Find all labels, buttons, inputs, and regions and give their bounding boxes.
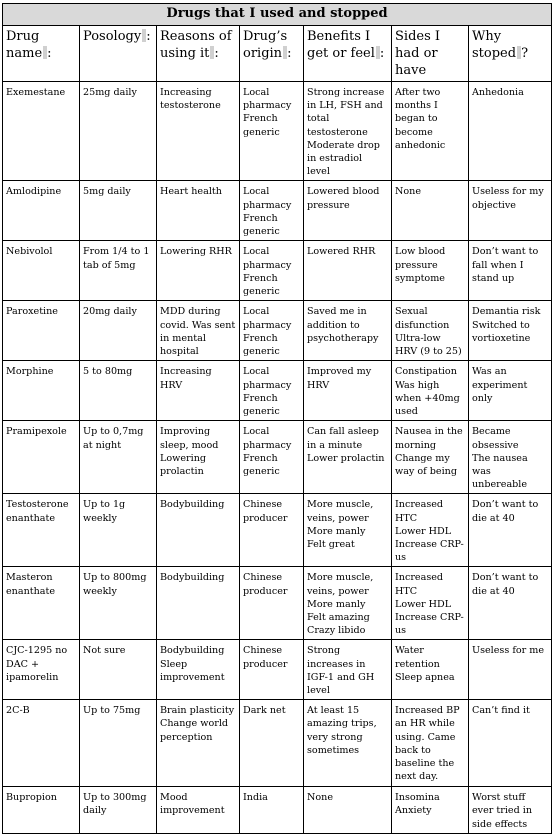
cell-origin — [240, 181, 304, 241]
cell-drug-name: Pramipexole — [3, 421, 80, 494]
table-row — [3, 700, 552, 787]
cell-line: More muscle, veins, power — [307, 572, 374, 597]
cell-origin — [240, 787, 304, 834]
cell-line: Mood improvement — [160, 792, 225, 817]
cell-reasons — [157, 241, 240, 301]
cell-line: None — [307, 792, 334, 804]
cell-reasons — [157, 181, 240, 241]
table-row — [3, 241, 552, 301]
cell-line: Change world perception — [160, 718, 229, 743]
cell-line: Useless for me — [472, 645, 545, 657]
table-row — [3, 181, 552, 241]
cell-line: Moderate drop in estradiol level — [307, 139, 380, 178]
cell-line: Lower HDL — [395, 525, 452, 537]
cell-reasons — [157, 421, 240, 494]
cell-sides — [392, 181, 469, 241]
cell-drug-name: Paroxetine — [3, 301, 80, 361]
cell-benefits — [304, 567, 392, 640]
cell-line: After two months I began to become anhedonic — [395, 87, 446, 151]
cell-line: Demantia risk — [472, 306, 541, 318]
cell-sides — [392, 700, 469, 787]
cell-reasons — [157, 700, 240, 787]
cell-line: Lower prolactin — [307, 452, 385, 464]
cell-line: Worst stuff ever tried in side effects — [472, 792, 533, 830]
table-row — [3, 421, 552, 494]
cell-sides — [392, 241, 469, 301]
cell-line: None — [395, 186, 422, 198]
cell-line: India — [243, 792, 268, 804]
cell-posology: 25mg daily — [80, 82, 157, 181]
column-header-why: Why stoped ? — [469, 26, 552, 82]
cell-reasons — [157, 640, 240, 700]
cell-why-stopped — [469, 787, 552, 834]
cell-line: Improved my HRV — [307, 366, 372, 391]
cell-line: Improving sleep, mood — [160, 426, 219, 451]
cell-line: Bodybuilding — [160, 572, 225, 584]
cell-line: Low blood pressure symptome — [395, 246, 446, 284]
cell-posology: Not sure — [80, 640, 157, 700]
cell-line: Nausea in the morning — [395, 426, 463, 451]
cell-why-stopped — [469, 421, 552, 494]
cell-line: Heart health — [160, 186, 222, 198]
table-row — [3, 82, 552, 181]
cell-reasons — [157, 567, 240, 640]
cell-benefits — [304, 301, 392, 361]
column-header-sides: Sides I had or have — [392, 26, 469, 82]
cell-line: Dark net — [243, 705, 286, 717]
cell-line: Can fall asleep in a minute — [307, 426, 379, 451]
cell-reasons — [157, 494, 240, 567]
cell-origin — [240, 241, 304, 301]
cell-sides — [392, 567, 469, 640]
cell-reasons — [157, 301, 240, 361]
cell-drug-name: Bupropion — [3, 787, 80, 834]
cell-line: More manly — [307, 598, 366, 610]
cell-sides — [392, 361, 469, 421]
cell-line: Chinese producer — [243, 499, 288, 524]
column-header-benefits: Benefits I get or feel : — [304, 26, 392, 82]
cell-line: Local pharmacy French generic — [243, 306, 292, 358]
cell-line: Sexual disfunction — [395, 306, 450, 331]
cell-origin — [240, 700, 304, 787]
cell-line: Local pharmacy French generic — [243, 366, 292, 418]
cell-drug-name: CJC-1295 no DAC + ipamorelin — [3, 640, 80, 700]
cell-line: Increased HTC — [395, 499, 444, 524]
cell-line: Bodybuilding — [160, 645, 225, 657]
cell-reasons — [157, 361, 240, 421]
drugs-table — [2, 3, 552, 834]
column-header-posology: Posology : — [80, 26, 157, 82]
cell-line: At least 15 amazing trips, very strong sometimes — [307, 705, 377, 756]
cell-sides — [392, 421, 469, 494]
cell-line: More muscle, veins, power — [307, 499, 374, 524]
cell-why-stopped — [469, 640, 552, 700]
cell-drug-name: Morphine — [3, 361, 80, 421]
cell-posology: 5 to 80mg — [80, 361, 157, 421]
cell-line: Local pharmacy French generic — [243, 246, 292, 298]
cell-why-stopped — [469, 494, 552, 567]
cell-origin — [240, 421, 304, 494]
cell-line: Local pharmacy French generic — [243, 186, 292, 238]
cell-benefits — [304, 640, 392, 700]
cell-line: Was an experiment only — [472, 366, 528, 404]
cell-line: Local pharmacy French generic — [243, 87, 292, 138]
cell-why-stopped — [469, 361, 552, 421]
cell-line: Brain plasticity — [160, 705, 235, 717]
cell-origin — [240, 361, 304, 421]
cell-why-stopped — [469, 241, 552, 301]
cell-benefits — [304, 241, 392, 301]
cell-line: Don’t want to die at 40 — [472, 572, 539, 597]
cell-posology: Up to 1g weekly — [80, 494, 157, 567]
cell-line: Can’t find it — [472, 705, 530, 717]
cell-drug-name: Amlodipine — [3, 181, 80, 241]
cell-line: Increasing testosterone — [160, 87, 221, 112]
table-row — [3, 567, 552, 640]
cell-why-stopped — [469, 82, 552, 181]
cell-drug-name: Nebivolol — [3, 241, 80, 301]
cell-line: The nausea was unbereable — [472, 452, 528, 491]
cell-line: Anhedonia — [472, 87, 524, 98]
cell-origin — [240, 640, 304, 700]
table-row — [3, 640, 552, 700]
column-header-origin: Drug’s origin : — [240, 26, 304, 82]
cell-sides — [392, 640, 469, 700]
cell-why-stopped — [469, 700, 552, 787]
cell-line: Ultra-low HRV (9 to 25) — [395, 332, 462, 358]
cell-reasons — [157, 787, 240, 834]
cell-sides — [392, 82, 469, 181]
cell-line: Lowered RHR — [307, 246, 376, 258]
table-row — [3, 787, 552, 834]
cell-origin — [240, 82, 304, 181]
cell-line: Strong increases in IGF-1 and GH level — [307, 645, 375, 697]
cell-origin — [240, 567, 304, 640]
cell-line: Strong increase in LH, FSH and total testosterone — [307, 87, 385, 138]
cell-posology: Up to 300mg daily — [80, 787, 157, 834]
table-title: Drugs that I used and stopped — [3, 4, 552, 26]
table-row — [3, 301, 552, 361]
cell-line: Anxiety — [395, 805, 432, 817]
cell-line: Change my way of being — [395, 452, 457, 478]
cell-line: Increased HTC — [395, 572, 444, 597]
cell-line: Switched to vortioxetine — [472, 319, 531, 344]
cell-benefits — [304, 700, 392, 787]
cell-benefits — [304, 421, 392, 494]
cell-benefits — [304, 787, 392, 834]
cell-line: Lowering RHR — [160, 246, 232, 258]
cell-reasons — [157, 82, 240, 181]
cell-posology: Up to 0,7mg at night — [80, 421, 157, 494]
cell-line: Lowered blood pressure — [307, 186, 380, 211]
header-row — [3, 26, 552, 82]
cell-line: Increasing HRV — [160, 366, 212, 391]
cell-line: Local pharmacy French generic — [243, 426, 292, 478]
cell-line: Lowering prolactin — [160, 452, 207, 478]
cell-line: Sleep apnea — [395, 671, 455, 683]
cell-benefits — [304, 82, 392, 181]
cell-sides — [392, 494, 469, 567]
cell-benefits — [304, 494, 392, 567]
cell-line: Useless for my objective — [472, 186, 544, 211]
cell-sides — [392, 787, 469, 834]
table-row — [3, 361, 552, 421]
cell-line: Saved me in addition to psychotherapy — [307, 306, 379, 344]
cell-line: Increase CRP-us — [395, 539, 464, 564]
cell-line: Crazy libido — [307, 625, 366, 637]
table-row — [3, 494, 552, 567]
cell-line: Felt amazing — [307, 612, 370, 624]
cell-origin — [240, 301, 304, 361]
cell-benefits — [304, 361, 392, 421]
cell-line: Don’t want to die at 40 — [472, 499, 539, 524]
cell-line: Increased BP an HR while using. Came back to baseline the next day. — [395, 705, 460, 783]
cell-line: Chinese producer — [243, 572, 288, 597]
cell-sides — [392, 301, 469, 361]
cell-line: Became obsessive — [472, 426, 519, 451]
cell-line: Bodybuilding — [160, 499, 225, 511]
cell-drug-name: Testosterone enanthate — [3, 494, 80, 567]
cell-line: Increase CRP-us — [395, 612, 464, 637]
column-header-drug-name: Drug name : — [3, 26, 80, 82]
cell-line: MDD during covid. Was sent in mental hospital — [160, 306, 236, 358]
cell-why-stopped — [469, 181, 552, 241]
cell-line: Lower HDL — [395, 598, 452, 610]
cell-line: Insomina — [395, 792, 440, 804]
cell-line: Constipation — [395, 366, 457, 378]
cell-line: Sleep improvement — [160, 658, 225, 683]
cell-posology: 20mg daily — [80, 301, 157, 361]
column-header-reasons: Reasons of using it : — [157, 26, 240, 82]
cell-line: Don’t want to fall when I stand up — [472, 246, 539, 284]
cell-why-stopped — [469, 301, 552, 361]
cell-benefits — [304, 181, 392, 241]
cell-why-stopped — [469, 567, 552, 640]
cell-origin — [240, 494, 304, 567]
cell-line: Was high when +40mg used — [395, 379, 460, 418]
cell-drug-name: Exemestane — [3, 82, 80, 181]
cell-posology: From 1/4 to 1 tab of 5mg — [80, 241, 157, 301]
cell-line: Chinese producer — [243, 645, 288, 670]
cell-posology: Up to 75mg — [80, 700, 157, 787]
cell-posology: 5mg daily — [80, 181, 157, 241]
cell-line: Water retention — [395, 645, 440, 670]
cell-line: More manly — [307, 525, 366, 537]
cell-drug-name: Masteron enanthate — [3, 567, 80, 640]
cell-drug-name: 2C-B — [3, 700, 80, 787]
cell-posology: Up to 800mg weekly — [80, 567, 157, 640]
cell-line: Felt great — [307, 539, 355, 551]
